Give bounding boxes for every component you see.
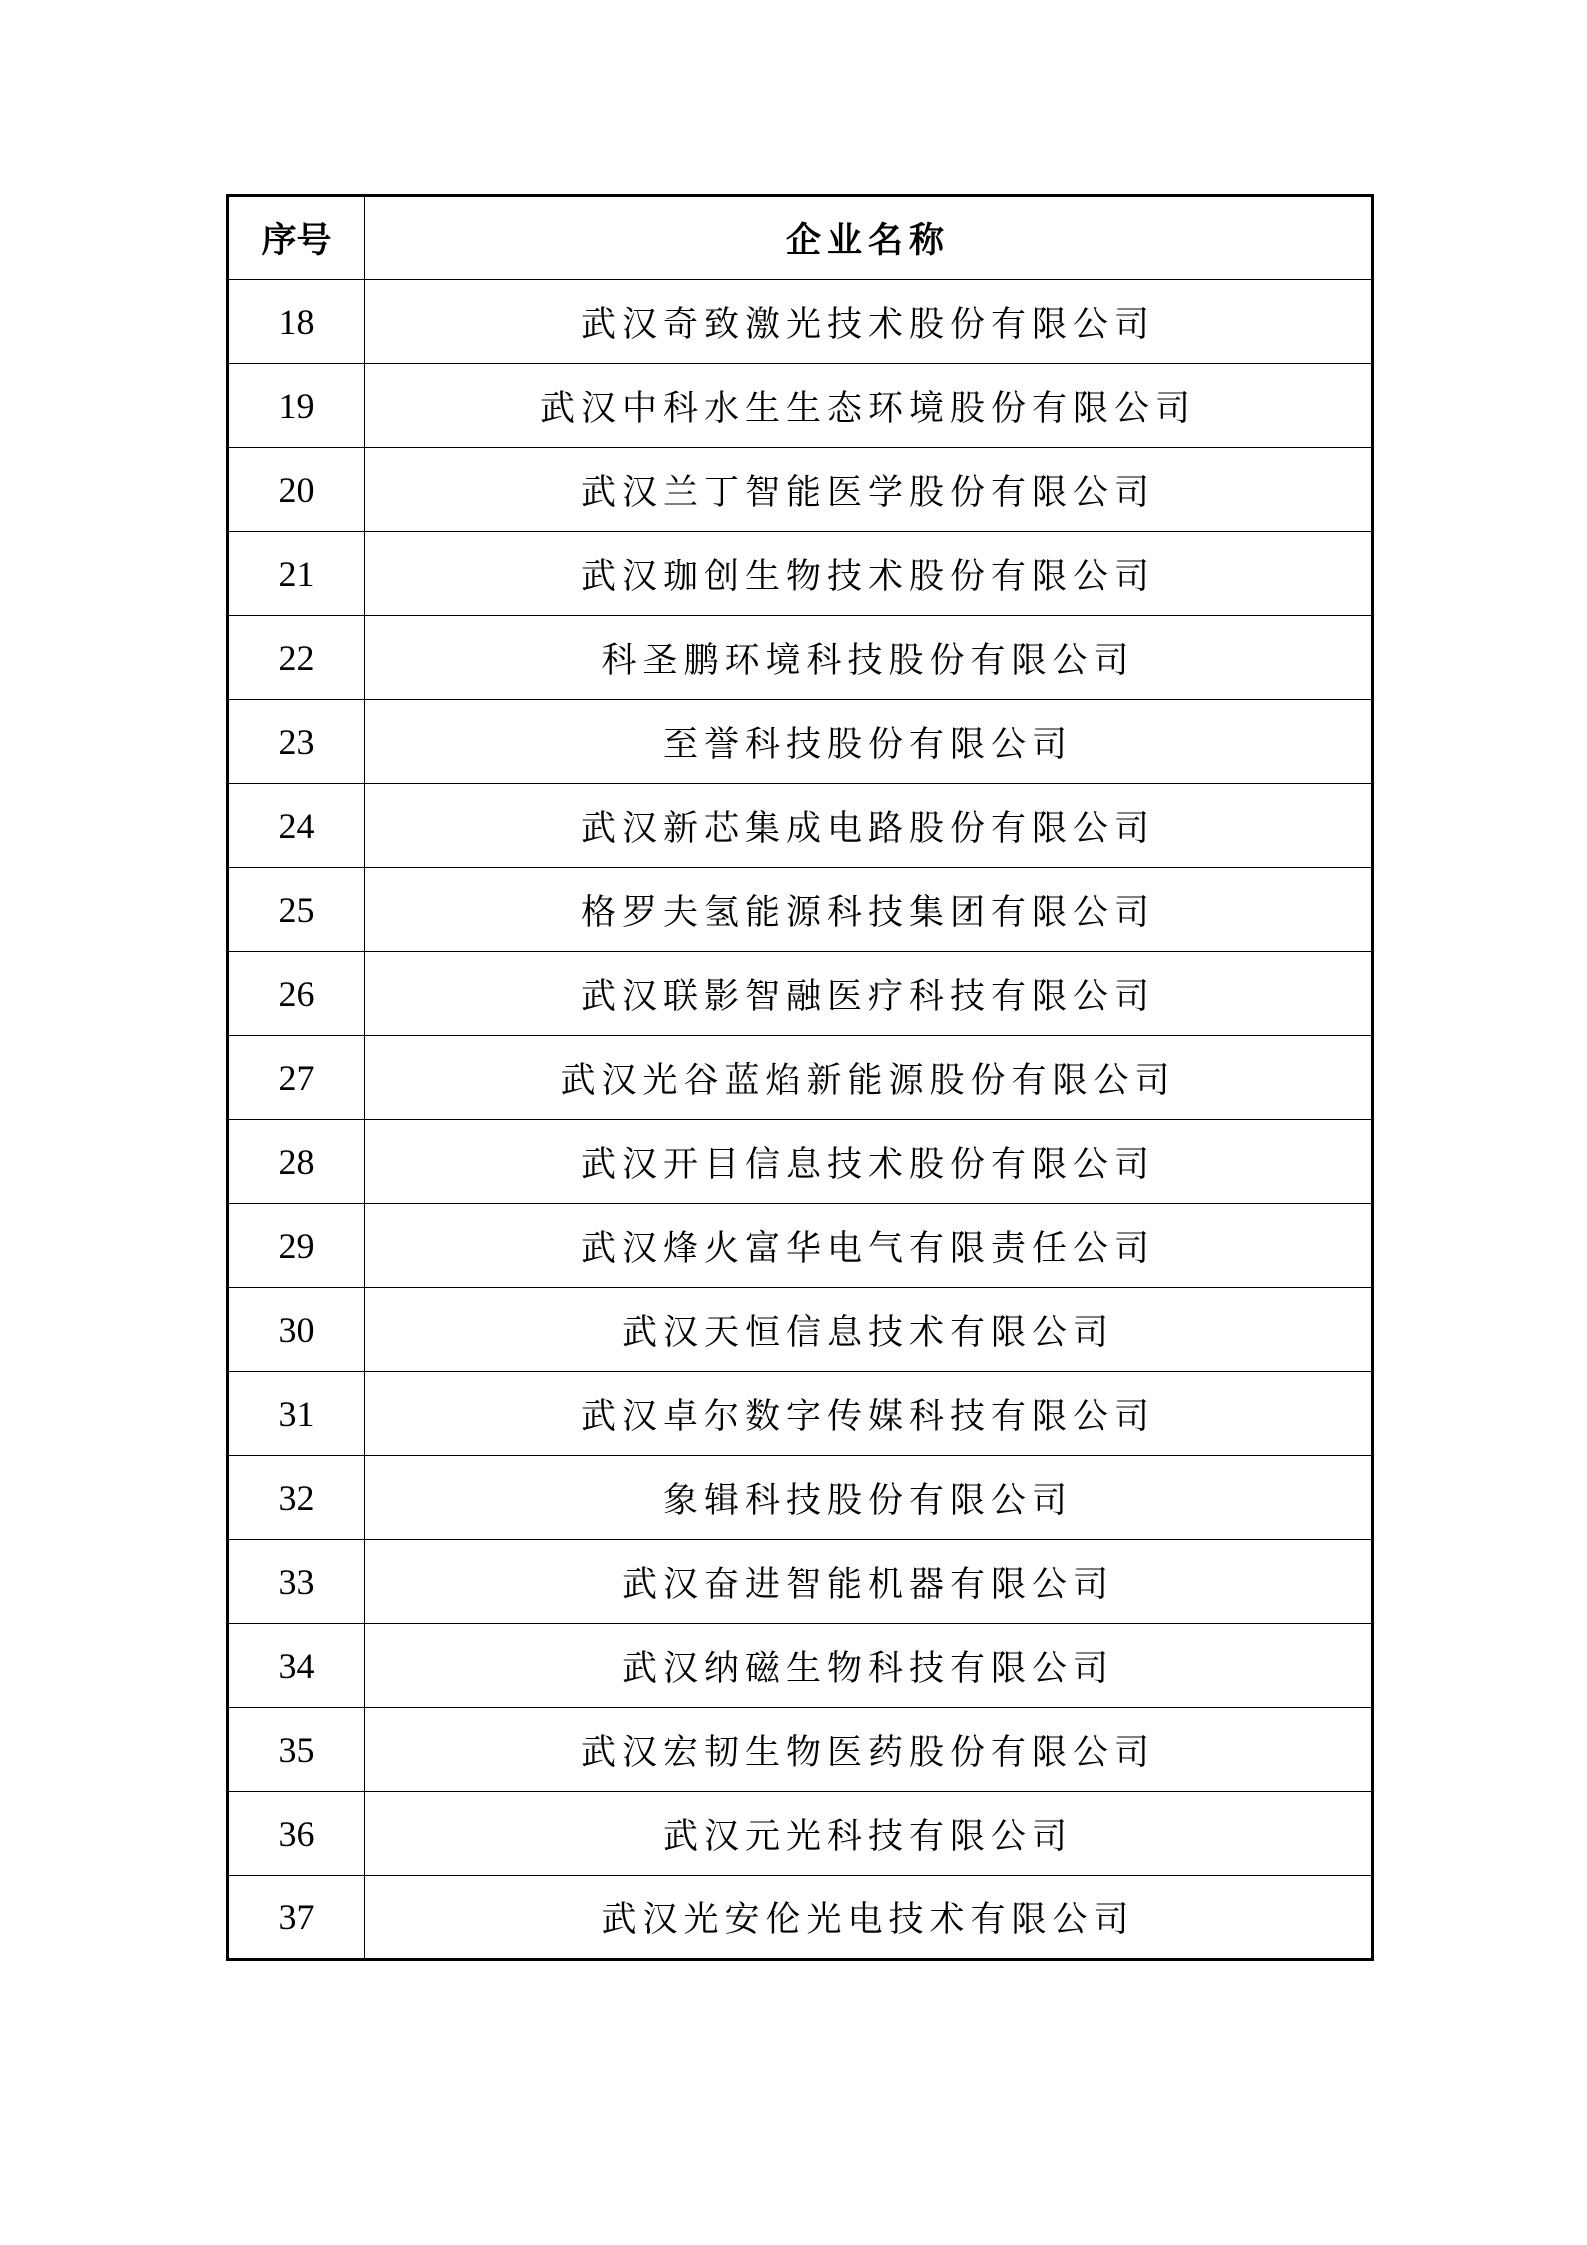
- row-company-name: 武汉光安伦光电技术有限公司: [365, 1876, 1373, 1960]
- table-row: [228, 1288, 1373, 1372]
- row-company-name: 武汉卓尔数字传媒科技有限公司: [365, 1372, 1373, 1456]
- row-company-name: 武汉中科水生生态环境股份有限公司: [365, 364, 1373, 448]
- row-index: 26: [228, 952, 365, 1036]
- row-index: 25: [228, 868, 365, 952]
- row-index: 19: [228, 364, 365, 448]
- row-company-name: 格罗夫氢能源科技集团有限公司: [365, 868, 1373, 952]
- row-index: 36: [228, 1792, 365, 1876]
- row-index: 29: [228, 1204, 365, 1288]
- table-row: [228, 448, 1373, 532]
- row-index: 28: [228, 1120, 365, 1204]
- table-row: [228, 1708, 1373, 1792]
- row-index: 27: [228, 1036, 365, 1120]
- table-row: [228, 952, 1373, 1036]
- row-company-name: 科圣鹏环境科技股份有限公司: [365, 616, 1373, 700]
- table-row: [228, 1792, 1373, 1876]
- row-index: 35: [228, 1708, 365, 1792]
- row-company-name: 武汉珈创生物技术股份有限公司: [365, 532, 1373, 616]
- row-company-name: 武汉新芯集成电路股份有限公司: [365, 784, 1373, 868]
- table-row: [228, 364, 1373, 448]
- row-index: 33: [228, 1540, 365, 1624]
- row-index: 22: [228, 616, 365, 700]
- row-company-name: 至誉科技股份有限公司: [365, 700, 1373, 784]
- table-row: [228, 616, 1373, 700]
- table-row: [228, 1624, 1373, 1708]
- table-row: [228, 1372, 1373, 1456]
- table-row: [228, 1036, 1373, 1120]
- table-row: [228, 1876, 1373, 1960]
- company-list-table: [226, 194, 1374, 1961]
- table-row: [228, 1120, 1373, 1204]
- row-company-name: 象辑科技股份有限公司: [365, 1456, 1373, 1540]
- table-row: [228, 532, 1373, 616]
- row-index: 31: [228, 1372, 365, 1456]
- table-row: [228, 700, 1373, 784]
- row-company-name: 武汉元光科技有限公司: [365, 1792, 1373, 1876]
- row-index: 18: [228, 280, 365, 364]
- header-company-name: 企业名称: [365, 196, 1373, 280]
- row-index: 32: [228, 1456, 365, 1540]
- table-header-row: [228, 196, 1373, 280]
- table-row: [228, 784, 1373, 868]
- row-index: 21: [228, 532, 365, 616]
- table-row: [228, 1204, 1373, 1288]
- row-company-name: 武汉宏韧生物医药股份有限公司: [365, 1708, 1373, 1792]
- row-index: 30: [228, 1288, 365, 1372]
- table-row: [228, 868, 1373, 952]
- row-index: 23: [228, 700, 365, 784]
- row-index: 24: [228, 784, 365, 868]
- row-company-name: 武汉光谷蓝焰新能源股份有限公司: [365, 1036, 1373, 1120]
- row-company-name: 武汉奇致激光技术股份有限公司: [365, 280, 1373, 364]
- row-company-name: 武汉天恒信息技术有限公司: [365, 1288, 1373, 1372]
- row-company-name: 武汉联影智融医疗科技有限公司: [365, 952, 1373, 1036]
- row-company-name: 武汉纳磁生物科技有限公司: [365, 1624, 1373, 1708]
- header-index: 序号: [228, 196, 365, 280]
- row-company-name: 武汉奋进智能机器有限公司: [365, 1540, 1373, 1624]
- table-row: [228, 1456, 1373, 1540]
- row-company-name: 武汉兰丁智能医学股份有限公司: [365, 448, 1373, 532]
- row-index: 37: [228, 1876, 365, 1960]
- table-row: [228, 280, 1373, 364]
- row-company-name: 武汉烽火富华电气有限责任公司: [365, 1204, 1373, 1288]
- row-index: 20: [228, 448, 365, 532]
- row-company-name: 武汉开目信息技术股份有限公司: [365, 1120, 1373, 1204]
- row-index: 34: [228, 1624, 365, 1708]
- table-row: [228, 1540, 1373, 1624]
